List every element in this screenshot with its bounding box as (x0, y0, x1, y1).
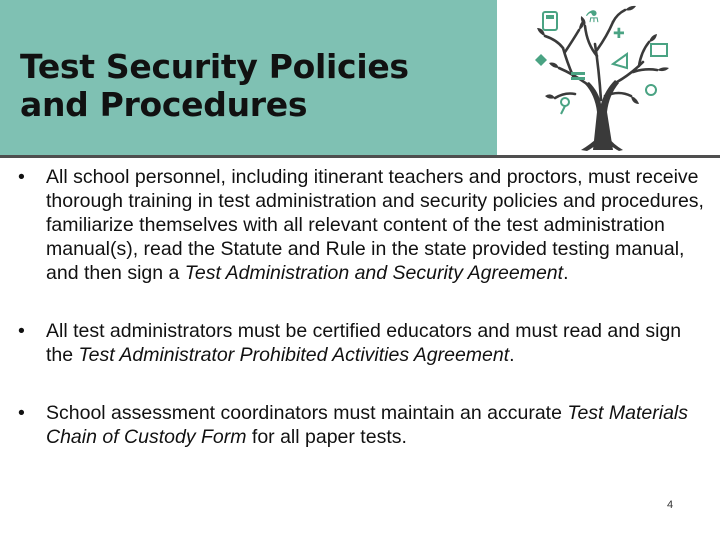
header-divider (0, 155, 720, 158)
education-tree-icon (515, 0, 685, 152)
bullet-list (18, 165, 708, 449)
bullet-text: All test administrators must be certified educators and must read and sign the (46, 320, 682, 366)
slide-title-line-1: Test Security Policies (20, 47, 409, 86)
bullet-item-coordinators (18, 401, 708, 449)
bullet-italic-text: Test Administrator Prohibited Activities Agreement (78, 344, 510, 366)
bullet-marker: • (18, 166, 25, 188)
bullet-text: School assessment coordinators must maintain an accurate (46, 402, 568, 424)
bullet-item-administrators (18, 319, 708, 367)
bullet-text-end: . (509, 344, 515, 366)
svg-text:⚗: ⚗ (585, 7, 600, 26)
slide-title-line-2: and Procedures (20, 85, 308, 124)
bullet-text-end: . (563, 262, 569, 284)
bullet-text-end: for all paper tests. (246, 426, 407, 448)
bullet-item-training (18, 165, 708, 285)
bullet-italic-text: Test Administration and Security Agreement (184, 262, 564, 284)
bullet-italic-text: Test Materials Chain of Custody Form (46, 402, 688, 448)
page-number: 4 (667, 499, 674, 511)
bullet-text: All school personnel, including itinerant teachers and proctors, must receive thorough training in test administration and security policies and procedures, familiarize themselves with all relevant content of the test administration manual(s), read the Statute and Rule in the state provided testing manual, and then sign a (46, 166, 704, 284)
title-banner (0, 0, 497, 155)
bullet-marker: • (18, 320, 25, 342)
slide-title (20, 48, 409, 124)
bullet-marker: • (18, 402, 25, 424)
svg-text:✚: ✚ (613, 26, 625, 42)
